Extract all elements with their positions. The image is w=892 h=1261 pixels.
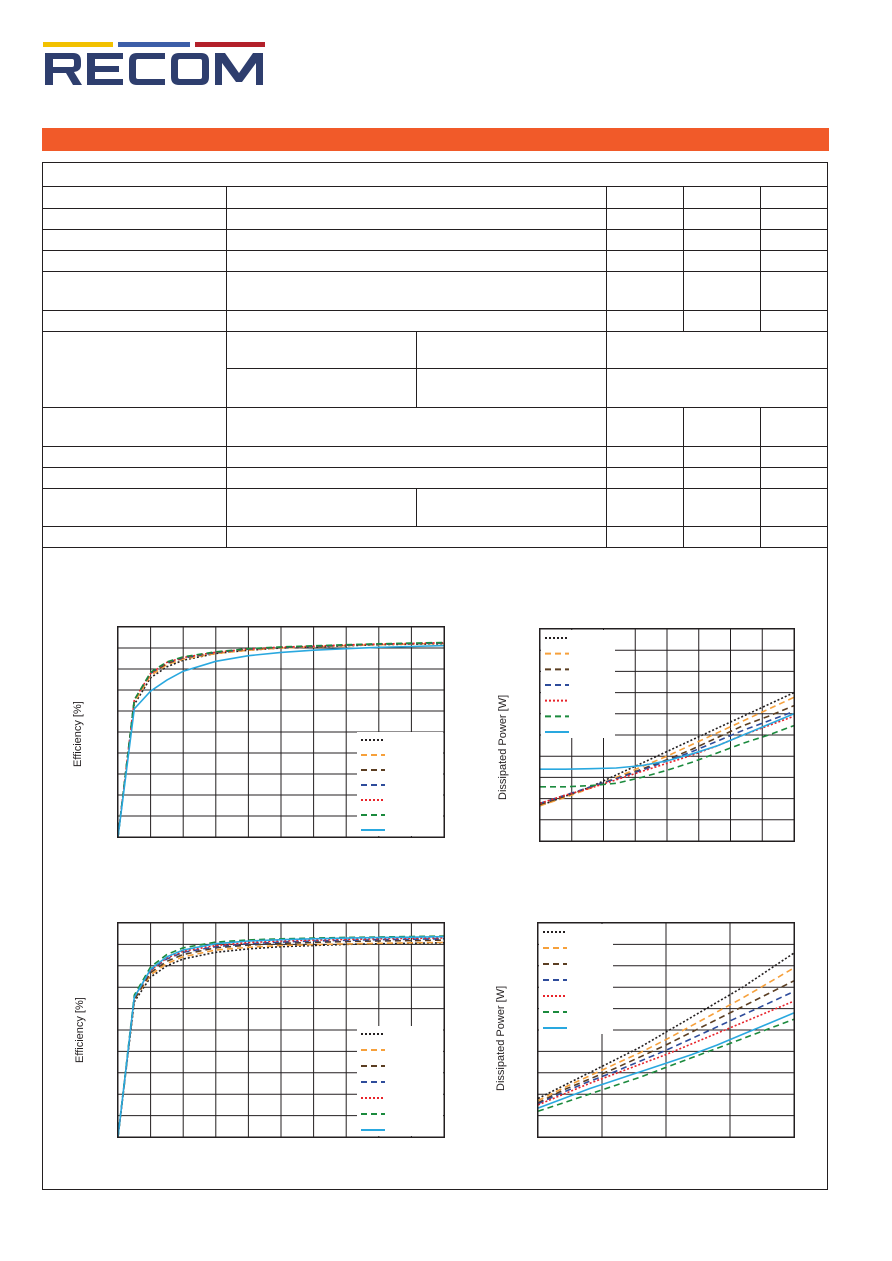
table-row-divider bbox=[42, 526, 828, 527]
table-row-divider bbox=[42, 488, 828, 489]
table-col-divider bbox=[606, 186, 607, 331]
logo-bar-blue bbox=[118, 42, 190, 47]
table-row-divider bbox=[42, 407, 828, 408]
table-col-divider bbox=[606, 407, 607, 547]
legend-box bbox=[357, 1026, 443, 1136]
table-row-divider bbox=[42, 310, 828, 311]
table-col-divider bbox=[760, 186, 761, 331]
dissipated-power-axis-label-bottom: Dissipated Power [W] bbox=[495, 985, 507, 1091]
dissipated-power-chart-top bbox=[539, 628, 795, 842]
table-row-divider bbox=[42, 186, 828, 187]
table-row-divider bbox=[226, 368, 828, 369]
legend-box bbox=[541, 630, 615, 738]
table-col-divider bbox=[606, 331, 607, 407]
section-banner bbox=[42, 128, 829, 151]
table-col-divider bbox=[683, 407, 684, 547]
table-col-divider bbox=[416, 331, 417, 407]
dissipated-power-chart-bottom bbox=[537, 922, 795, 1138]
legend-box bbox=[357, 732, 443, 836]
recom-logo bbox=[43, 42, 265, 89]
table-row-divider bbox=[42, 250, 828, 251]
table-row-divider bbox=[42, 446, 828, 447]
table-row-divider bbox=[42, 331, 828, 332]
table-row-divider bbox=[42, 547, 828, 548]
table-col-divider bbox=[760, 407, 761, 547]
table-row-divider bbox=[42, 208, 828, 209]
table-row-divider bbox=[42, 229, 828, 230]
table-col-divider bbox=[416, 488, 417, 526]
efficiency-axis-label-top: Efficiency [%] bbox=[72, 701, 84, 767]
legend-box bbox=[539, 924, 613, 1034]
table-row-divider bbox=[42, 271, 828, 272]
logo-bar-red bbox=[195, 42, 265, 47]
dissipated-power-axis-label-top: Dissipated Power [W] bbox=[497, 694, 509, 800]
table-col-divider bbox=[683, 186, 684, 331]
logo-bar-yellow bbox=[43, 42, 113, 47]
table-row-divider bbox=[42, 467, 828, 468]
efficiency-chart-top bbox=[117, 626, 445, 838]
table-col-divider bbox=[226, 186, 227, 547]
logo-wordmark bbox=[43, 49, 265, 89]
efficiency-chart-bottom bbox=[117, 922, 445, 1138]
efficiency-axis-label-bottom: Efficiency [%] bbox=[74, 997, 86, 1063]
